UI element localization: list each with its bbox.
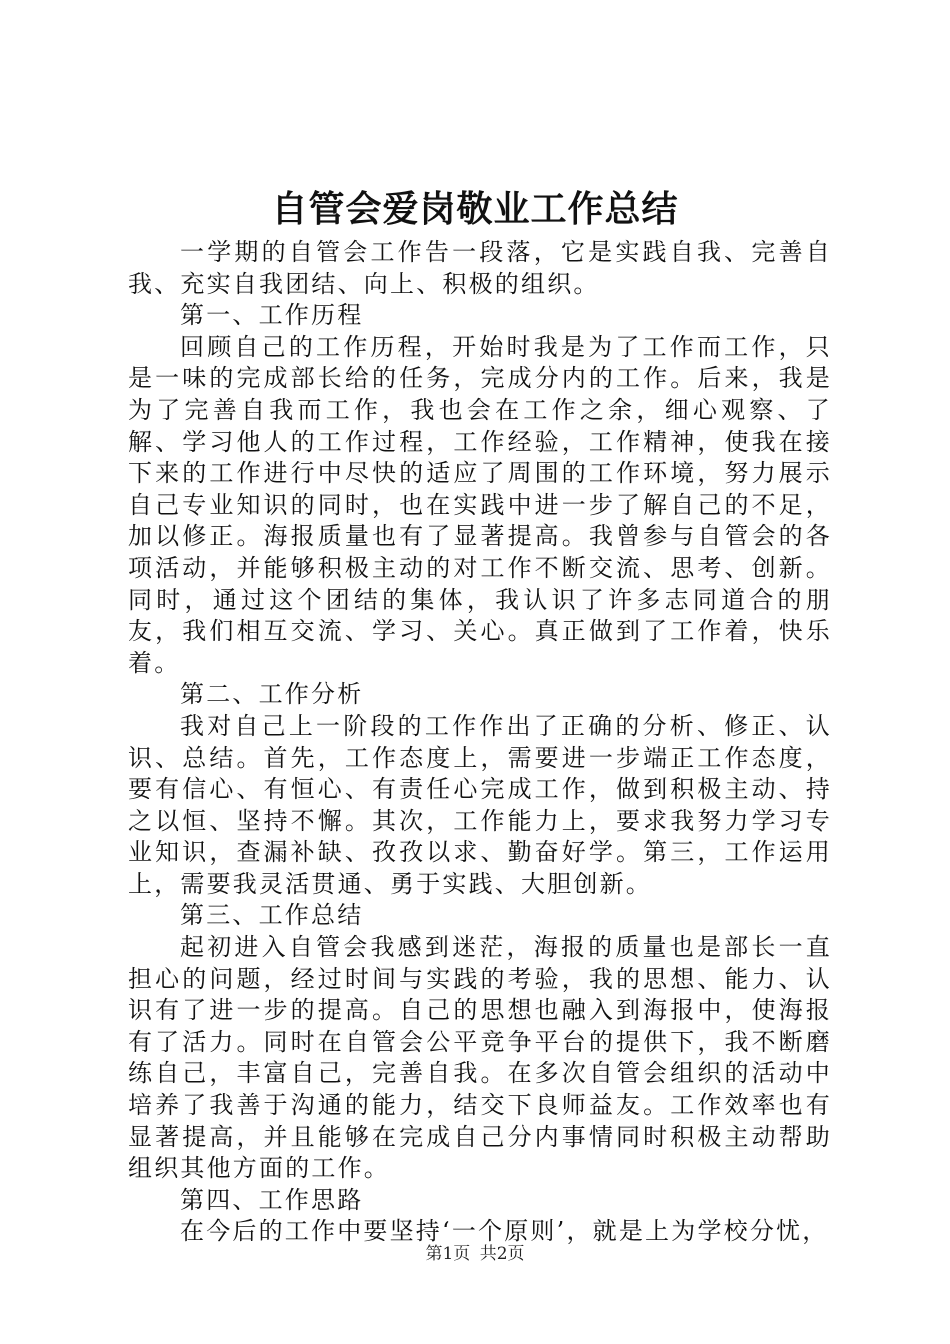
page-footer <box>0 1243 950 1265</box>
section-paragraph-1: 回顾自己的工作历程，开始时我是为了工作而工作，只是一味的完成部长给的任务，完成分内的工作。后来，我是为了完善自我而工作，我也会在工作之余，细心观察、了解、学习他人的工作过程，工作经验，工作精神，使我在接下来的工作进行中尽快的适应了周围的工作环境，努力展示自己专业知识的同时，也在实践中进一步了解自己的不足，加以修正。海报质量也有了显著提高。我曾参与自管会的各项活动，并能够积极主动的对工作不断交流、思考、创新。同时，通过这个团结的集体，我认识了许多志同道合的朋友，我们相互交流、学习、关心。真正做到了工作着，快乐着。 <box>128 332 832 677</box>
section-paragraph-4: 在今后的工作中要坚持‘一个原则’，就是上为学校分忧， <box>180 1217 829 1246</box>
page-number: 第1页 <box>425 1244 471 1264</box>
section-heading-4: 第四、工作思路 <box>180 1185 364 1214</box>
document-body <box>128 237 832 1248</box>
section-heading-2: 第二、工作分析 <box>180 680 364 709</box>
section-paragraph-3: 起初进入自管会我感到迷茫，海报的质量也是部长一直担心的问题，经过时间与实践的考验，我的思想、能力、认识有了进一步的提高。自己的思想也融入到海报中，使海报有了活力。同时在自管会公平竞争平台的提供下，我不断磨练自己，丰富自己，完善自我。在多次自管会组织的活动中培养了我善于沟通的能力，结交下良师益友。工作效率也有显著提高，并且能够在完成自己分内事情同时积极主动帮助组织其他方面的工作。 <box>128 933 832 1183</box>
document-title: 自管会爱岗敬业工作总结 <box>271 188 679 230</box>
page-total: 共2页 <box>479 1244 525 1264</box>
intro-paragraph: 一学期的自管会工作告一段落，它是实践自我、完善自我、充实自我团结、向上、积极的组织。 <box>128 238 832 298</box>
section-paragraph-2: 我对自己上一阶段的工作作出了正确的分析、修正、认识、总结。首先，工作态度上，需要进一步端正工作态度，要有信心、有恒心、有责任心完成工作，做到积极主动、持之以恒、坚持不懈。其次，工作能力上，要求我努力学习专业知识，查漏补缺、孜孜以求、勤奋好学。第三，工作运用上，需要我灵活贯通、勇于实践、大胆创新。 <box>128 711 832 898</box>
section-heading-3: 第三、工作总结 <box>180 901 364 930</box>
section-heading-1: 第一、工作历程 <box>180 301 364 330</box>
